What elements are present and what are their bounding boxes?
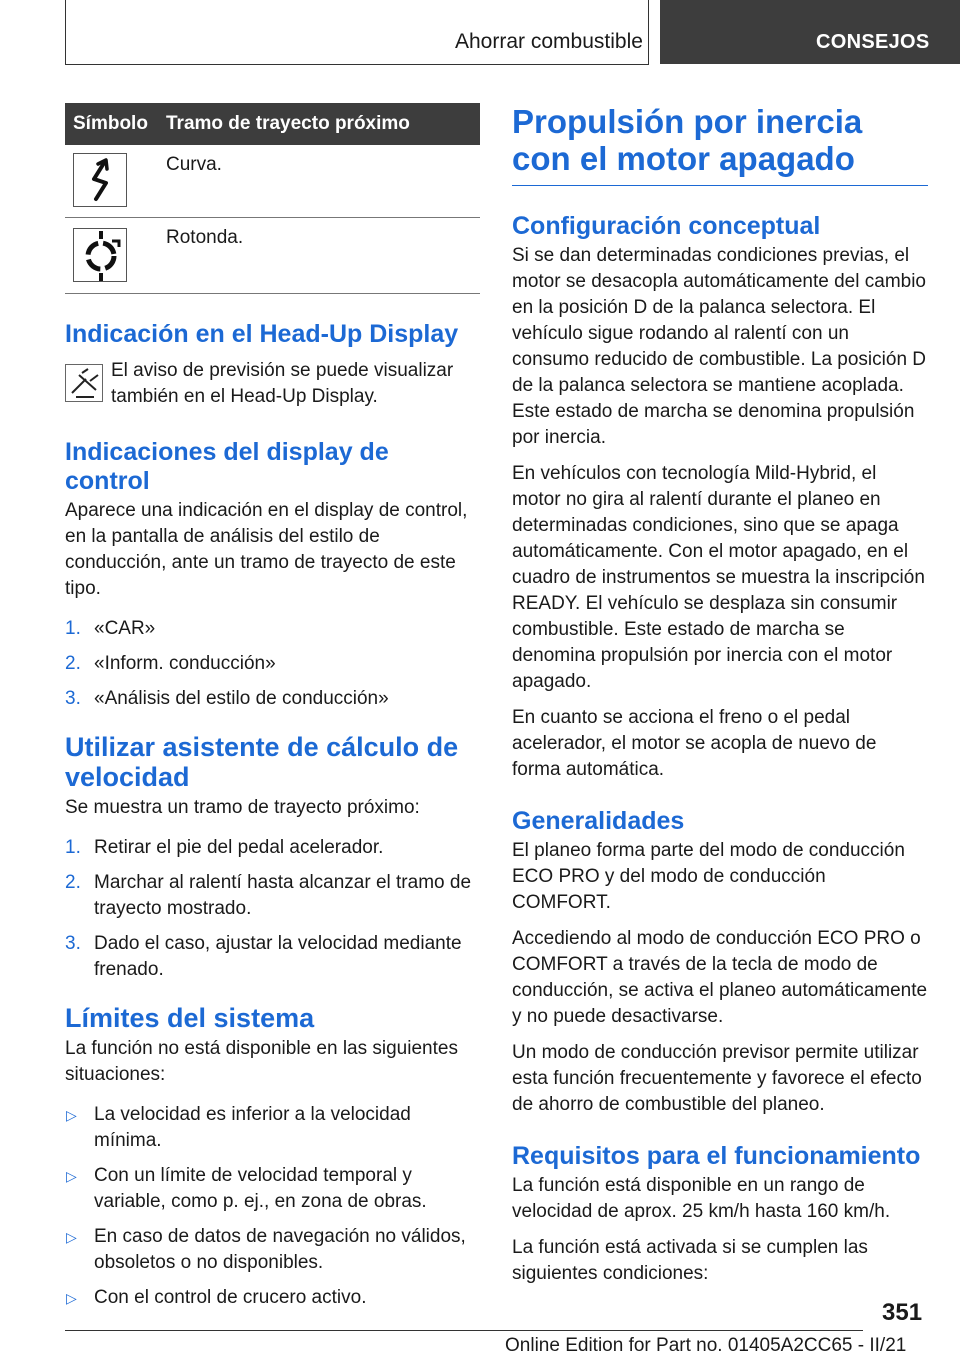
header-rule-bottom xyxy=(65,64,649,65)
table-row xyxy=(65,145,480,218)
general-paragraph-2: Accediendo al modo de conducción ECO PRO o COMFORT a través de la tecla de modo de conducción, se activa el planeo automáticamente y no puede desactivarse. xyxy=(512,928,928,1027)
requirements-paragraph-2: La función está activada si se cumplen las siguientes condiciones: xyxy=(512,1237,868,1284)
general-heading: Generalidades xyxy=(512,807,685,835)
header-section-title: Ahorrar combustible xyxy=(455,30,643,53)
hud-text: El aviso de previsión se puede visualizar también en el Head-Up Display. xyxy=(111,360,454,407)
concept-paragraph-3: En cuanto se acciona el freno o el pedal acelerador, el motor se acopla de nuevo de forma automática. xyxy=(512,707,877,780)
header-rule-left xyxy=(65,0,66,64)
hud-heading: Indicación en el Head-Up Display xyxy=(65,320,459,348)
footer-rule xyxy=(65,1330,863,1331)
row-text-roundabout: Rotonda. xyxy=(166,227,244,248)
limits-heading: Límites del sistema xyxy=(65,1003,315,1033)
control-display-text: Aparece una indicación en el display de control, en la pantalla de análisis del estilo de conducción, ante un tramo de trayecto de este tipo. xyxy=(65,500,468,599)
list-item: 1. Retirar el pie del pedal acelerador. xyxy=(65,837,384,858)
general-paragraph-3: Un modo de conducción previsor permite utilizar esta función frecuentemente y favorece el efecto de ahorro de combustible del planeo. xyxy=(512,1042,922,1115)
page-number: 351 xyxy=(882,1299,923,1326)
concept-heading: Configuración conceptual xyxy=(512,212,821,240)
triangle-bullet-icon: ▷ xyxy=(66,1168,77,1184)
speed-assist-heading: Utilizar asistente de cálculo de velocidad xyxy=(65,732,459,792)
general-paragraph-1: El planeo forma parte del modo de conducción ECO PRO y del modo de conducción COMFORT. xyxy=(512,840,905,913)
list-item: ▷ La velocidad es inferior a la velocidad mínima. xyxy=(66,1104,411,1151)
triangle-bullet-icon: ▷ xyxy=(66,1107,77,1123)
concept-paragraph-2: En vehículos con tecnología Mild-Hybrid, el motor no gira al ralentí durante el planeo en determinadas condiciones, sino que se apaga automáticamente. Con el motor apagado, en el cuadro de instrumentos se muestra la inscripción READY. El vehículo se desplaza sin consumir combustible. Este estado de marcha se denomina propulsión por inercia con el motor apagado. xyxy=(512,463,925,692)
list-item: ▷ Con un límite de velocidad temporal y variable, como p. ej., en zona de obras. xyxy=(66,1165,427,1212)
curve-arrow-icon xyxy=(73,153,127,207)
speed-assist-steps xyxy=(65,835,480,983)
table-row xyxy=(65,218,480,294)
header-chapter-tab[interactable] xyxy=(660,0,960,64)
header-rule-right xyxy=(648,0,649,64)
list-item: 3. «Análisis del estilo de conducción» xyxy=(65,688,389,709)
triangle-bullet-icon: ▷ xyxy=(66,1290,77,1306)
list-item: 1. «CAR» xyxy=(65,618,156,639)
list-item: ▷ En caso de datos de navegación no válidos, obsoletos o no disponibles. xyxy=(66,1226,466,1273)
limits-list xyxy=(65,1102,480,1311)
head-up-display-icon xyxy=(65,364,103,402)
requirements-heading: Requisitos para el funcionamiento xyxy=(512,1142,921,1170)
symbol-table xyxy=(65,103,480,294)
right-column xyxy=(512,103,928,1297)
list-item: ▷ Con el control de crucero activo. xyxy=(65,1285,480,1311)
speed-assist-text: Se muestra un tramo de trayecto próximo: xyxy=(65,797,420,818)
concept-paragraph-1: Si se dan determinadas condiciones previas, el motor se desacopla automáticamente del cambio en la posición D de la palanca selectora. El vehículo sigue rodando al ralentí con un consumo reducido de combustible. La posición D de la palanca selectora se mantiene acoplada. Este estado de marcha se denomina propulsión por inercia. xyxy=(512,245,927,448)
hud-note xyxy=(65,358,480,410)
row-text-curve: Curva. xyxy=(166,154,222,175)
col-header-symbol: Símbolo xyxy=(73,113,148,134)
requirements-paragraph-1: La función está disponible en un rango de velocidad de aprox. 25 km/h hasta 160 km/h. xyxy=(512,1175,891,1222)
coasting-title: Propulsión por inercia con el motor apagado xyxy=(512,103,928,186)
triangle-bullet-icon: ▷ xyxy=(66,1229,77,1245)
list-item: 3. Dado el caso, ajustar la velocidad mediante frenado. xyxy=(65,933,462,980)
symbol-table-header xyxy=(65,103,480,145)
control-display-steps xyxy=(65,616,480,712)
list-item: 2. «Inform. conducción» xyxy=(65,653,276,674)
left-column xyxy=(65,103,480,1320)
footer-edition: Online Edition for Part no. 01405A2CC65 - II/21 xyxy=(505,1335,907,1356)
col-header-section: Tramo de trayecto próximo xyxy=(166,113,410,134)
list-item: 2. Marchar al ralentí hasta alcanzar el tramo de trayecto mostrado. xyxy=(65,872,472,919)
control-display-heading: Indicaciones del display de control xyxy=(65,438,389,495)
header-chapter-label: CONSEJOS xyxy=(816,31,930,53)
roundabout-icon xyxy=(73,228,127,282)
limits-text: La función no está disponible en las siguientes situaciones: xyxy=(65,1038,458,1085)
